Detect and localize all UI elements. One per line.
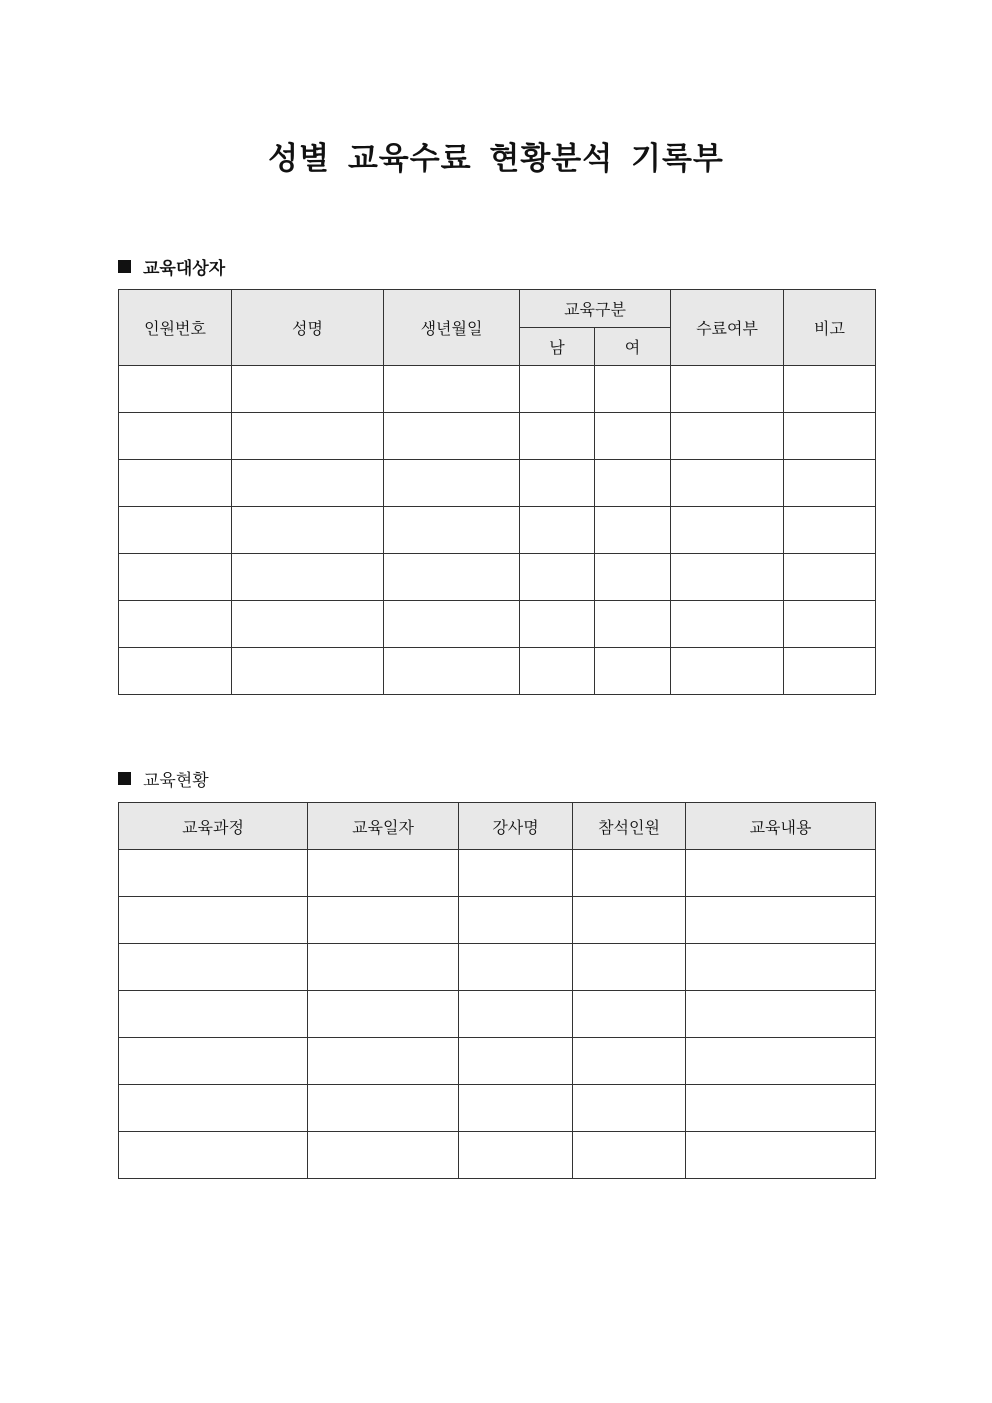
- header-male: 남: [520, 328, 595, 366]
- cell-female[interactable]: [595, 366, 671, 413]
- cell-female[interactable]: [595, 601, 671, 648]
- cell-name[interactable]: [232, 413, 384, 460]
- cell-instructor[interactable]: [459, 850, 573, 897]
- cell-id-no[interactable]: [119, 507, 232, 554]
- header-remarks: 비고: [784, 290, 876, 366]
- cell-female[interactable]: [595, 460, 671, 507]
- cell-name[interactable]: [232, 554, 384, 601]
- cell-instructor[interactable]: [459, 1038, 573, 1085]
- cell-content[interactable]: [686, 1038, 876, 1085]
- cell-content[interactable]: [686, 1132, 876, 1179]
- section-heading-label: 교육대상자: [143, 259, 226, 279]
- cell-completion[interactable]: [671, 554, 784, 601]
- cell-remarks[interactable]: [784, 366, 876, 413]
- table-row: [119, 366, 876, 413]
- table-row: [119, 1085, 876, 1132]
- cell-male[interactable]: [520, 460, 595, 507]
- cell-attendees[interactable]: [573, 1085, 686, 1132]
- cell-course[interactable]: [119, 1038, 308, 1085]
- cell-male[interactable]: [520, 413, 595, 460]
- cell-attendees[interactable]: [573, 1132, 686, 1179]
- cell-name[interactable]: [232, 601, 384, 648]
- cell-course[interactable]: [119, 1132, 308, 1179]
- cell-date[interactable]: [308, 991, 459, 1038]
- header-content: 교육내용: [686, 803, 876, 850]
- header-instructor: 강사명: [459, 803, 573, 850]
- cell-attendees[interactable]: [573, 897, 686, 944]
- cell-attendees[interactable]: [573, 850, 686, 897]
- cell-instructor[interactable]: [459, 991, 573, 1038]
- cell-id-no[interactable]: [119, 601, 232, 648]
- cell-instructor[interactable]: [459, 1132, 573, 1179]
- table-row: [119, 413, 876, 460]
- cell-female[interactable]: [595, 554, 671, 601]
- cell-content[interactable]: [686, 991, 876, 1038]
- section-heading-trainees: [118, 254, 225, 279]
- cell-remarks[interactable]: [784, 648, 876, 695]
- table-row: [119, 850, 876, 897]
- table-row: [119, 1038, 876, 1085]
- cell-content[interactable]: [686, 897, 876, 944]
- cell-id-no[interactable]: [119, 413, 232, 460]
- trainees-table: [118, 289, 876, 695]
- cell-remarks[interactable]: [784, 460, 876, 507]
- table-header-row: [119, 803, 876, 850]
- table-row: [119, 944, 876, 991]
- cell-id-no[interactable]: [119, 554, 232, 601]
- cell-female[interactable]: [595, 413, 671, 460]
- page-title: 성별 교육수료 현황분석 기록부: [268, 141, 724, 177]
- cell-attendees[interactable]: [573, 991, 686, 1038]
- training-status-table: [118, 802, 876, 1179]
- cell-date[interactable]: [308, 944, 459, 991]
- table-row: [119, 1132, 876, 1179]
- cell-course[interactable]: [119, 1085, 308, 1132]
- cell-course[interactable]: [119, 944, 308, 991]
- cell-content[interactable]: [686, 944, 876, 991]
- header-birthdate: 생년월일: [384, 290, 520, 366]
- cell-id-no[interactable]: [119, 460, 232, 507]
- cell-date[interactable]: [308, 1132, 459, 1179]
- cell-course[interactable]: [119, 850, 308, 897]
- square-bullet-icon: [118, 260, 131, 273]
- header-attendees: 참석인원: [573, 803, 686, 850]
- cell-date[interactable]: [308, 1085, 459, 1132]
- cell-content[interactable]: [686, 1085, 876, 1132]
- cell-attendees[interactable]: [573, 944, 686, 991]
- cell-completion[interactable]: [671, 507, 784, 554]
- cell-name[interactable]: [232, 460, 384, 507]
- cell-date[interactable]: [308, 897, 459, 944]
- cell-completion[interactable]: [671, 648, 784, 695]
- table-header-row: [119, 290, 876, 328]
- cell-completion[interactable]: [671, 601, 784, 648]
- cell-id-no[interactable]: [119, 648, 232, 695]
- cell-birthdate[interactable]: [384, 507, 520, 554]
- header-female: 여: [595, 328, 671, 366]
- cell-remarks[interactable]: [784, 507, 876, 554]
- cell-completion[interactable]: [671, 413, 784, 460]
- cell-birthdate[interactable]: [384, 601, 520, 648]
- cell-attendees[interactable]: [573, 1038, 686, 1085]
- section-heading-training-status: [118, 766, 209, 791]
- header-date: 교육일자: [308, 803, 459, 850]
- cell-male[interactable]: [520, 366, 595, 413]
- cell-birthdate[interactable]: [384, 413, 520, 460]
- cell-name[interactable]: [232, 507, 384, 554]
- table-row: [119, 460, 876, 507]
- cell-male[interactable]: [520, 648, 595, 695]
- header-edu-type: 교육구분: [520, 290, 671, 328]
- cell-male[interactable]: [520, 507, 595, 554]
- cell-birthdate[interactable]: [384, 554, 520, 601]
- table-row: [119, 601, 876, 648]
- cell-female[interactable]: [595, 648, 671, 695]
- cell-birthdate[interactable]: [384, 648, 520, 695]
- cell-male[interactable]: [520, 554, 595, 601]
- cell-birthdate[interactable]: [384, 460, 520, 507]
- cell-completion[interactable]: [671, 366, 784, 413]
- header-name: 성명: [232, 290, 384, 366]
- cell-course[interactable]: [119, 991, 308, 1038]
- cell-birthdate[interactable]: [384, 366, 520, 413]
- cell-remarks[interactable]: [784, 554, 876, 601]
- header-id-no: 인원번호: [119, 290, 232, 366]
- header-course: 교육과정: [119, 803, 308, 850]
- cell-instructor[interactable]: [459, 1085, 573, 1132]
- header-completion: 수료여부: [671, 290, 784, 366]
- table-row: [119, 991, 876, 1038]
- cell-date[interactable]: [308, 1038, 459, 1085]
- table-row: [119, 554, 876, 601]
- table-row: [119, 897, 876, 944]
- cell-remarks[interactable]: [784, 601, 876, 648]
- cell-content[interactable]: [686, 850, 876, 897]
- cell-date[interactable]: [308, 850, 459, 897]
- table-row: [119, 648, 876, 695]
- cell-completion[interactable]: [671, 460, 784, 507]
- table-row: [119, 507, 876, 554]
- cell-name[interactable]: [232, 366, 384, 413]
- cell-male[interactable]: [520, 601, 595, 648]
- square-bullet-icon: [118, 772, 131, 785]
- cell-id-no[interactable]: [119, 366, 232, 413]
- section-heading-label: 교육현황: [143, 771, 209, 791]
- cell-instructor[interactable]: [459, 897, 573, 944]
- cell-female[interactable]: [595, 507, 671, 554]
- cell-name[interactable]: [232, 648, 384, 695]
- cell-instructor[interactable]: [459, 944, 573, 991]
- cell-remarks[interactable]: [784, 413, 876, 460]
- cell-course[interactable]: [119, 897, 308, 944]
